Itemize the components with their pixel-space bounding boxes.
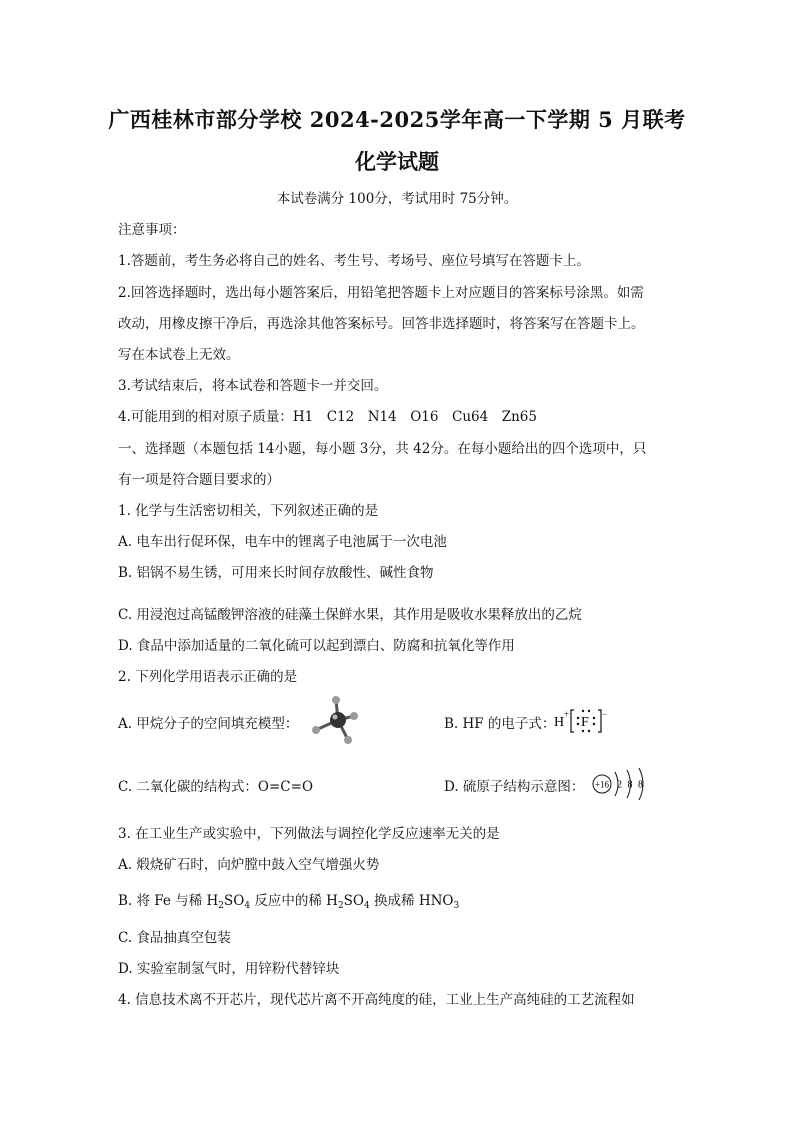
subscript: 3 (453, 901, 460, 911)
question-1-option-c: C. 用浸泡过高锰酸钾溶液的硅藻土保鲜水果，其作用是吸收水果释放出的乙烷 (118, 607, 582, 623)
question-3-option-d: D. 实验室制氢气时，用锌粉代替锌块 (118, 961, 340, 977)
option-b-text: 反应中的稀 H (250, 893, 338, 909)
notice-item: 改动，用橡皮擦干净后，再选涂其他答案标号。回答非选择题时，将答案写在答题卡上。 (118, 316, 645, 332)
hf-electron-formula (554, 706, 610, 736)
exam-info: 本试卷满分 100分，考试用时 75分钟。 (276, 191, 518, 207)
question-1-option-d: D. 食品中添加适量的二氧化硫可以起到漂白、防腐和抗氧化等作用 (118, 638, 515, 654)
atom-shells: 2 8 8 (617, 779, 643, 791)
notice-item: 3.考试结束后，将本试卷和答题卡一并交回。 (118, 378, 388, 394)
formula-h: H (554, 715, 565, 730)
question-3-stem: 3. 在工业生产或实验中，下列做法与调控化学反应速率无关的是 (118, 826, 500, 842)
question-4-stem: 4. 信息技术离不开芯片，现代芯片离不开高纯度的硅，工业上生产高纯硅的工艺流程如 (118, 992, 635, 1008)
exam-title: 广西桂林市部分学校 2024-2025学年高一下学期 5 月联考 (108, 107, 686, 132)
option-b-text: B. 将 Fe 与稀 H (118, 893, 219, 909)
section-heading-cont: 有一项是符合题目要求的） (118, 472, 280, 488)
subscript: 4 (244, 901, 251, 911)
notice-item: 2.回答选择题时，选出每小题答案后，用铅笔把答题卡上对应题目的答案标号涂黑。如需 (118, 285, 644, 301)
sulfur-atom-diagram (590, 764, 650, 808)
notice-item: 1.答题前，考生务必将自己的姓名、考生号、考场号、座位号填写在答题卡上。 (118, 253, 590, 269)
notice-heading: 注意事项： (118, 222, 186, 238)
formula-f: F (581, 715, 589, 730)
question-3-option-c: C. 食品抽真空包装 (118, 930, 231, 946)
section-heading: 一、选择题（本题包括 14小题，每小题 3分，共 42分。在每小题给出的四个选项中，只 (118, 441, 647, 457)
question-2-option-b: B. HF 的电子式： (444, 716, 556, 732)
question-1-option-a: A. 电车出行促环保，电车中的锂离子电池属于一次电池 (118, 534, 447, 550)
notice-item: 写在本试卷上无效。 (118, 347, 240, 363)
question-2-option-c: C. 二氧化碳的结构式：O=C=O (118, 779, 314, 795)
notice-item: 4.可能用到的相对原子质量：H1 C12 N14 O16 Cu64 Zn65 (118, 409, 537, 425)
subscript: 4 (364, 901, 370, 911)
option-b-text: 换成稀 HNO (369, 893, 454, 909)
subscript: 2 (337, 901, 344, 911)
question-3-option-b (118, 889, 459, 911)
question-2-option-a: A. 甲烷分子的空间填充模型： (118, 716, 299, 732)
methane-model-image (308, 694, 364, 746)
formula-minus: − (602, 709, 608, 719)
question-1-stem: 1. 化学与生活密切相关，下列叙述正确的是 (118, 503, 379, 519)
question-2-option-d: D. 硫原子结构示意图： (444, 779, 585, 795)
subscript: 2 (218, 901, 225, 911)
formula-plus: + (564, 709, 570, 719)
exam-subject: 化学试题 (355, 149, 439, 174)
question-1-option-b: B. 铝锅不易生锈，可用来长时间存放酸性、碱性食物 (118, 565, 434, 581)
option-b-text: SO (224, 893, 245, 909)
option-b-text: SO (343, 893, 364, 909)
question-3-option-a: A. 煅烧矿石时，向炉膛中鼓入空气增强火势 (118, 857, 380, 873)
atom-nucleus: +16 (594, 779, 610, 790)
question-2-stem: 2. 下列化学用语表示正确的是 (118, 669, 298, 685)
